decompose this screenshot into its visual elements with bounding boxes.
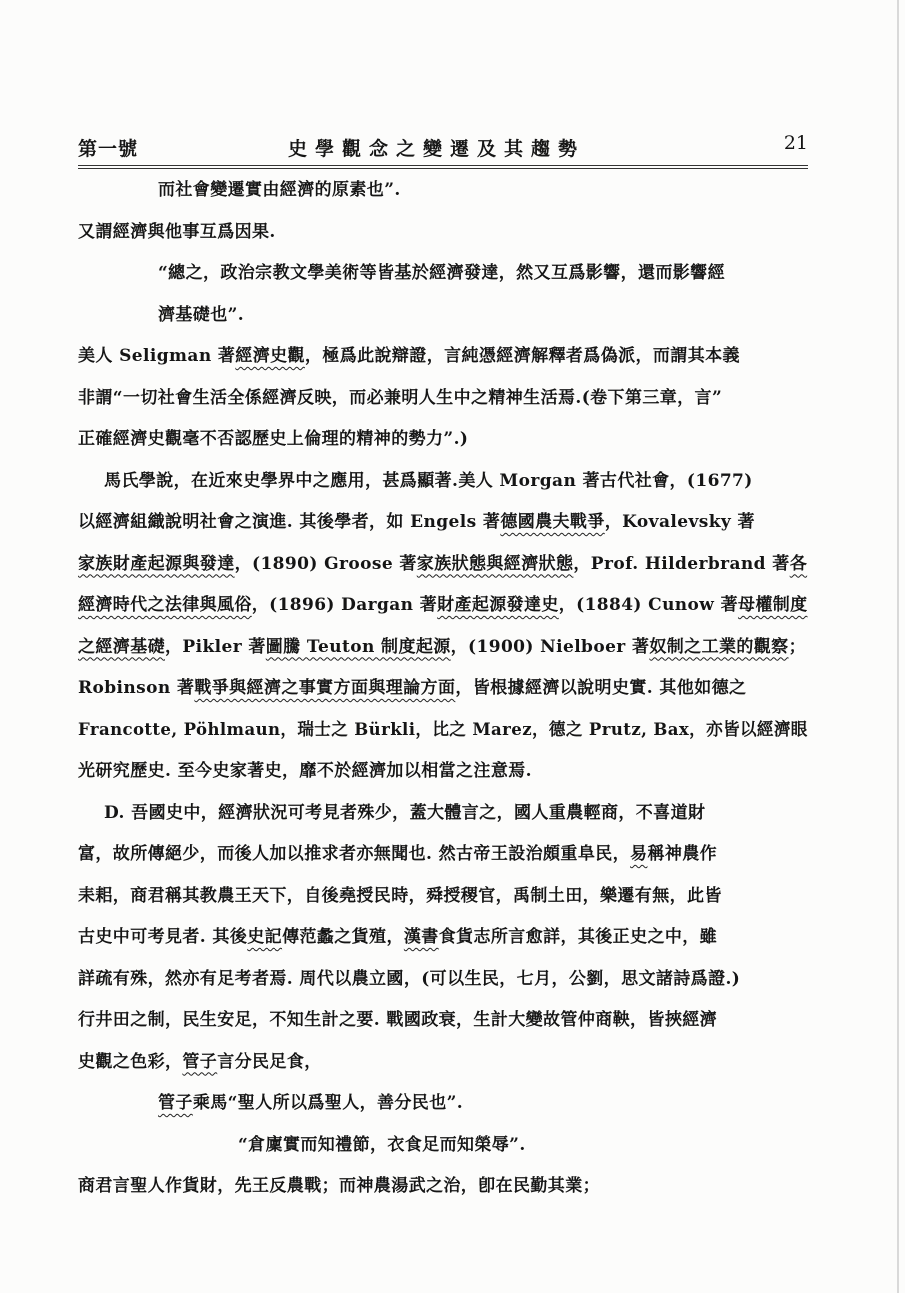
text-run: “倉廩實而知禮節，衣食足而知榮辱”.: [238, 1134, 526, 1155]
text-line: [78, 593, 807, 617]
book-title: 史記: [247, 927, 283, 947]
text-line: [78, 220, 276, 244]
scan-edge: [897, 0, 899, 1293]
text-line: [238, 1133, 526, 1157]
book-title: 經濟時代之法律與風俗: [78, 595, 252, 615]
text-line: [78, 510, 755, 534]
text-run: 富，故所傳絕少，而後人加以推求者亦無聞也. 然古帝王設治頗重阜民，: [78, 844, 631, 864]
book-title: 易: [630, 844, 648, 864]
text-run: 史觀之色彩，: [78, 1051, 183, 1072]
text-run: 稱神農作: [647, 844, 718, 864]
text-line: [104, 469, 753, 493]
text-line: [158, 1091, 463, 1115]
text-run: Francotte, Pöhlmaun，瑞士之 Bürkli，比之 Marez，德之 Prutz, Bax，亦皆以經濟眼: [78, 719, 808, 740]
page-number: 21: [783, 132, 808, 154]
text-line: [78, 386, 722, 410]
text-line: [78, 635, 806, 659]
text-run: ，Prof. Hilderbrand 著: [573, 553, 790, 574]
text-line: [78, 1008, 717, 1032]
text-run: Robinson 著: [78, 678, 195, 698]
running-title: 史學觀念之變遷及其趨勢: [288, 138, 586, 160]
text-line: [78, 718, 808, 742]
book-title: 圖騰 Teuton 制度起源: [265, 636, 451, 657]
text-run: 濟基礎也”.: [158, 304, 245, 325]
book-title: 管子: [158, 1093, 193, 1113]
book-title: 家族狀態與經濟狀態: [416, 553, 574, 574]
text-line: [78, 676, 746, 700]
book-title: 財產起源發達史: [437, 595, 559, 615]
text-run: ，Pikler 著: [165, 636, 266, 657]
text-run: 食貨志所言愈詳，其後正史之中，雖: [438, 927, 718, 947]
book-title: 之經濟基礎: [78, 636, 165, 657]
book-title: 漢書: [403, 927, 439, 947]
book-title: 管子: [182, 1051, 218, 1072]
text-run: 馬氏學說，在近來史學界中之應用，甚爲顯著.美人 Morgan 著古代社會，(1677): [104, 470, 753, 491]
text-line: [78, 1174, 600, 1198]
book-title: 戰爭與經濟之事實方面與理論方面: [194, 678, 456, 698]
text-run: ，(1884) Cunow 著: [558, 595, 738, 615]
text-line: [158, 303, 244, 327]
text-run: ，極爲此說辯證，言純憑經濟解釋者爲偽派，而謂其本義: [304, 346, 740, 366]
text-run: 而社會變遷實由經濟的原素也”.: [158, 180, 401, 200]
text-run: 傳范蠡之貨殖，: [282, 927, 404, 947]
text-line: [78, 759, 532, 783]
text-line: [78, 427, 468, 451]
text-run: ，(1900) Nielboer 著: [450, 636, 650, 657]
text-line: [78, 884, 722, 908]
text-line: [78, 925, 717, 949]
text-run: 行井田之制，民生安足，不知生計之要. 戰國政衰，生計大變故管仲商鞅，皆挾經濟: [78, 1010, 718, 1030]
book-title: 德國農夫戰爭: [500, 512, 605, 532]
text-run: 美人 Seligman 著: [78, 346, 236, 366]
text-run: 耒耜，商君稱其教農王天下，自後堯授民時，舜授稷官，禹制土田，樂遷有無，此皆: [78, 885, 722, 906]
text-run: 以經濟組織說明社會之演進. 其後學者，如 Engels 著: [78, 512, 501, 532]
text-run: “總之，政治宗教文學美術等皆基於經濟發達，然又互爲影響，還而影響經: [158, 263, 725, 283]
text-line: [158, 178, 401, 202]
issue-label: 第一號: [78, 138, 139, 160]
book-title: 經濟史觀: [235, 346, 305, 366]
text-run: 又謂經濟與他事互爲因果.: [78, 221, 276, 242]
text-run: 非謂“一切社會生活全係經濟反映，而必兼明人生中之精神生活焉.(卷下第三章，言”: [78, 387, 723, 408]
text-run: 言分民足食，: [217, 1051, 322, 1072]
text-run: 商君言聖人作貨財，先王反農戰；而神農湯武之治，卽在民勤其業；: [78, 1176, 600, 1196]
text-line: [78, 344, 740, 368]
text-line: [78, 552, 807, 576]
text-run: ，皆根據經濟以說明史實. 其他如德之: [455, 678, 747, 698]
text-line: [158, 261, 725, 285]
text-line: [78, 967, 740, 991]
text-run: 光研究歷史. 至今史家著史，靡不於經濟加以相當之注意焉.: [78, 761, 532, 781]
text-run: 正確經濟史觀毫不否認歷史上倫理的精神的勢力”.): [78, 429, 469, 449]
text-line: [104, 801, 705, 825]
text-run: 乘馬“聖人所以爲聖人，善分民也”.: [192, 1093, 464, 1113]
text-run: ，(1890) Groose 著: [234, 553, 417, 574]
book-title: 奴制之工業的觀察: [649, 636, 789, 657]
book-title: 家族財產起源與發達: [78, 553, 235, 574]
text-line: [78, 842, 717, 866]
header-rule: [78, 165, 808, 169]
text-run: ，(1896) Dargan 著: [251, 595, 438, 615]
text-run: 詳疏有殊，然亦有足考者焉. 周代以農立國，(可以生民，七月，公劉，思文諸詩爲證.): [78, 968, 741, 989]
text-run: ，Kovalevsky 著: [604, 512, 755, 532]
book-title: 母權制度: [737, 595, 808, 615]
text-run: D. 吾國史中，經濟狀況可考見者殊少，蓋大體言之，國人重農輕商，不喜道財: [104, 802, 706, 823]
running-header: [78, 130, 808, 164]
text-line: [78, 1050, 322, 1074]
text-run: ；: [788, 636, 806, 657]
text-run: 古史中可考見者. 其後: [78, 927, 248, 947]
book-title: 各: [789, 553, 808, 574]
